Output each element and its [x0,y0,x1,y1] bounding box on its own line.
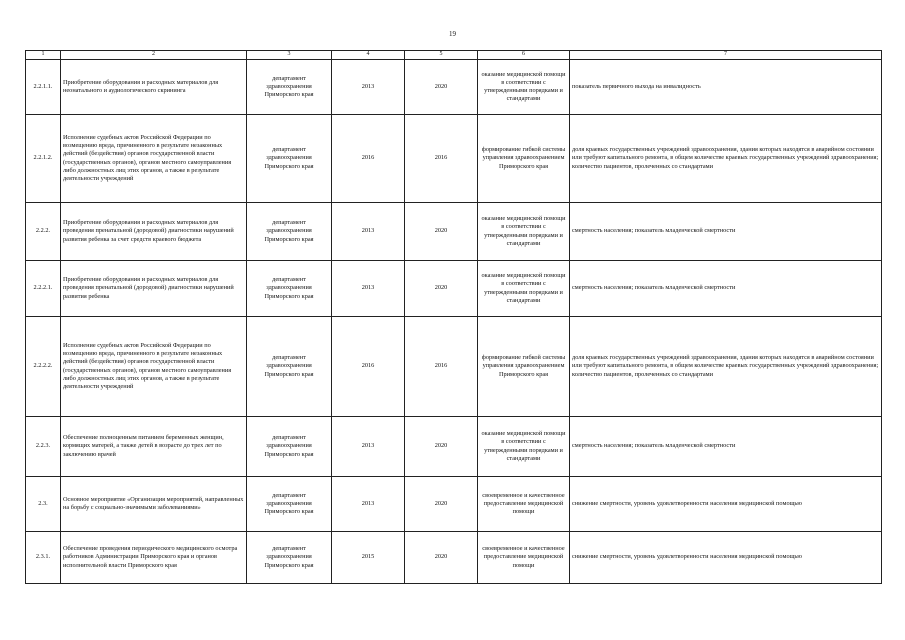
activity-number: 2.3. [26,477,61,532]
activity-number: 2.2.1.2. [26,115,61,203]
target-indicator: смертность населения; показатель младенческой смертности [570,417,882,477]
activity-name: Исполнение судебных актов Российской Федерации по возмещению вреда, причиненного в результате незаконных действий (бездействия) органов государственной власти (государственных органов), органов местного самоуправления либо должностных лиц этих органов, а также в результате деятельности учреждений [61,317,247,417]
expected-result: своевременное и качественное предоставление медицинской помощи [478,532,570,584]
expected-result: формирование гибкой системы управления здравоохранением Приморского края [478,317,570,417]
table-row [26,417,882,477]
expected-result: своевременное и качественное предоставление медицинской помощи [478,477,570,532]
table-row [26,60,882,115]
program-activities-table [25,50,882,584]
activity-number: 2.2.2.1. [26,261,61,317]
responsible-executor: департамент здравоохранения Приморского края [247,203,332,261]
end-year: 2020 [405,417,478,477]
column-number: 7 [570,51,882,60]
end-year: 2020 [405,532,478,584]
target-indicator: показатель первичного выхода на инвалидность [570,60,882,115]
target-indicator: снижение смертности, уровень удовлетворенности населения медицинской помощью [570,477,882,532]
start-year: 2016 [332,317,405,417]
activity-number: 2.2.1.1. [26,60,61,115]
activity-name: Основное мероприятие «Организация мероприятий, направленных на борьбу с социально-значимыми заболеваниями» [61,477,247,532]
end-year: 2016 [405,317,478,417]
end-year: 2020 [405,261,478,317]
start-year: 2013 [332,261,405,317]
responsible-executor: департамент здравоохранения Приморского края [247,417,332,477]
expected-result: оказание медицинской помощи в соответствии с утвержденными порядками и стандартами [478,261,570,317]
page-number: 19 [449,30,456,38]
activity-name: Обеспечение проведения периодического медицинского осмотра работников Администрации Приморского края и органов исполнительной власти Приморского края [61,532,247,584]
activity-number: 2.2.2. [26,203,61,261]
responsible-executor: департамент здравоохранения Приморского края [247,532,332,584]
start-year: 2013 [332,417,405,477]
activity-name: Приобретение оборудования и расходных материалов для проведения пренатальной (дородовой) диагностики нарушений развития ребенка за счет средств краевого бюджета [61,203,247,261]
target-indicator: доля краевых государственных учреждений здравоохранения, здания которых находятся в аварийном состоянии или требуют капитального ремонта, в общем количестве краевых государственных учреждений здравоохранения; количество пациентов, пролеченных со стандартами [570,317,882,417]
table-row [26,203,882,261]
expected-result: оказание медицинской помощи в соответствии с утвержденными порядками и стандартами [478,60,570,115]
table-row [26,477,882,532]
column-number: 6 [478,51,570,60]
target-indicator: снижение смертности, уровень удовлетворенности населения медицинской помощью [570,532,882,584]
end-year: 2020 [405,477,478,532]
column-number: 4 [332,51,405,60]
expected-result: оказание медицинской помощи в соответствии с утвержденными порядками и стандартами [478,417,570,477]
table-row [26,261,882,317]
target-indicator: доля краевых государственных учреждений здравоохранения, здания которых находятся в аварийном состоянии или требуют капитального ремонта, в общем количестве краевых государственных учреждений здравоохранения; количество пациентов, пролеченных со стандартами [570,115,882,203]
start-year: 2015 [332,532,405,584]
column-number: 1 [26,51,61,60]
start-year: 2013 [332,477,405,532]
target-indicator: смертность населения; показатель младенческой смертности [570,203,882,261]
start-year: 2013 [332,60,405,115]
activity-name: Приобретение оборудования и расходных материалов для проведения пренатальной (дородовой) диагностики нарушений развития ребенка [61,261,247,317]
responsible-executor: департамент здравоохранения Приморского края [247,477,332,532]
expected-result: формирование гибкой системы управления здравоохранением Приморского края [478,115,570,203]
responsible-executor: департамент здравоохранения Приморского края [247,261,332,317]
column-number: 5 [405,51,478,60]
target-indicator: смертность населения; показатель младенческой смертности [570,261,882,317]
end-year: 2016 [405,115,478,203]
end-year: 2020 [405,203,478,261]
activity-number: 2.2.3. [26,417,61,477]
responsible-executor: департамент здравоохранения Приморского края [247,115,332,203]
table-row [26,317,882,417]
column-number: 2 [61,51,247,60]
activity-name: Обеспечение полноценным питанием беременных женщин, кормящих матерей, а также детей в возрасте до трех лет по заключению врачей [61,417,247,477]
start-year: 2013 [332,203,405,261]
table-row [26,532,882,584]
activity-name: Исполнение судебных актов Российской Федерации по возмещению вреда, причиненного в результате незаконных действий (бездействия) органов государственной власти (государственных органов), органов местного самоуправления либо должностных лиц этих органов, а также в результате деятельности учреждений [61,115,247,203]
table-row [26,115,882,203]
expected-result: оказание медицинской помощи в соответствии с утвержденными порядками и стандартами [478,203,570,261]
column-number: 3 [247,51,332,60]
end-year: 2020 [405,60,478,115]
activity-number: 2.3.1. [26,532,61,584]
responsible-executor: департамент здравоохранения Приморского края [247,317,332,417]
column-number-row [26,51,882,60]
start-year: 2016 [332,115,405,203]
activity-number: 2.2.2.2. [26,317,61,417]
activity-name: Приобретение оборудования и расходных материалов для неонатального и аудиологического скрининга [61,60,247,115]
responsible-executor: департамент здравоохранения Приморского края [247,60,332,115]
